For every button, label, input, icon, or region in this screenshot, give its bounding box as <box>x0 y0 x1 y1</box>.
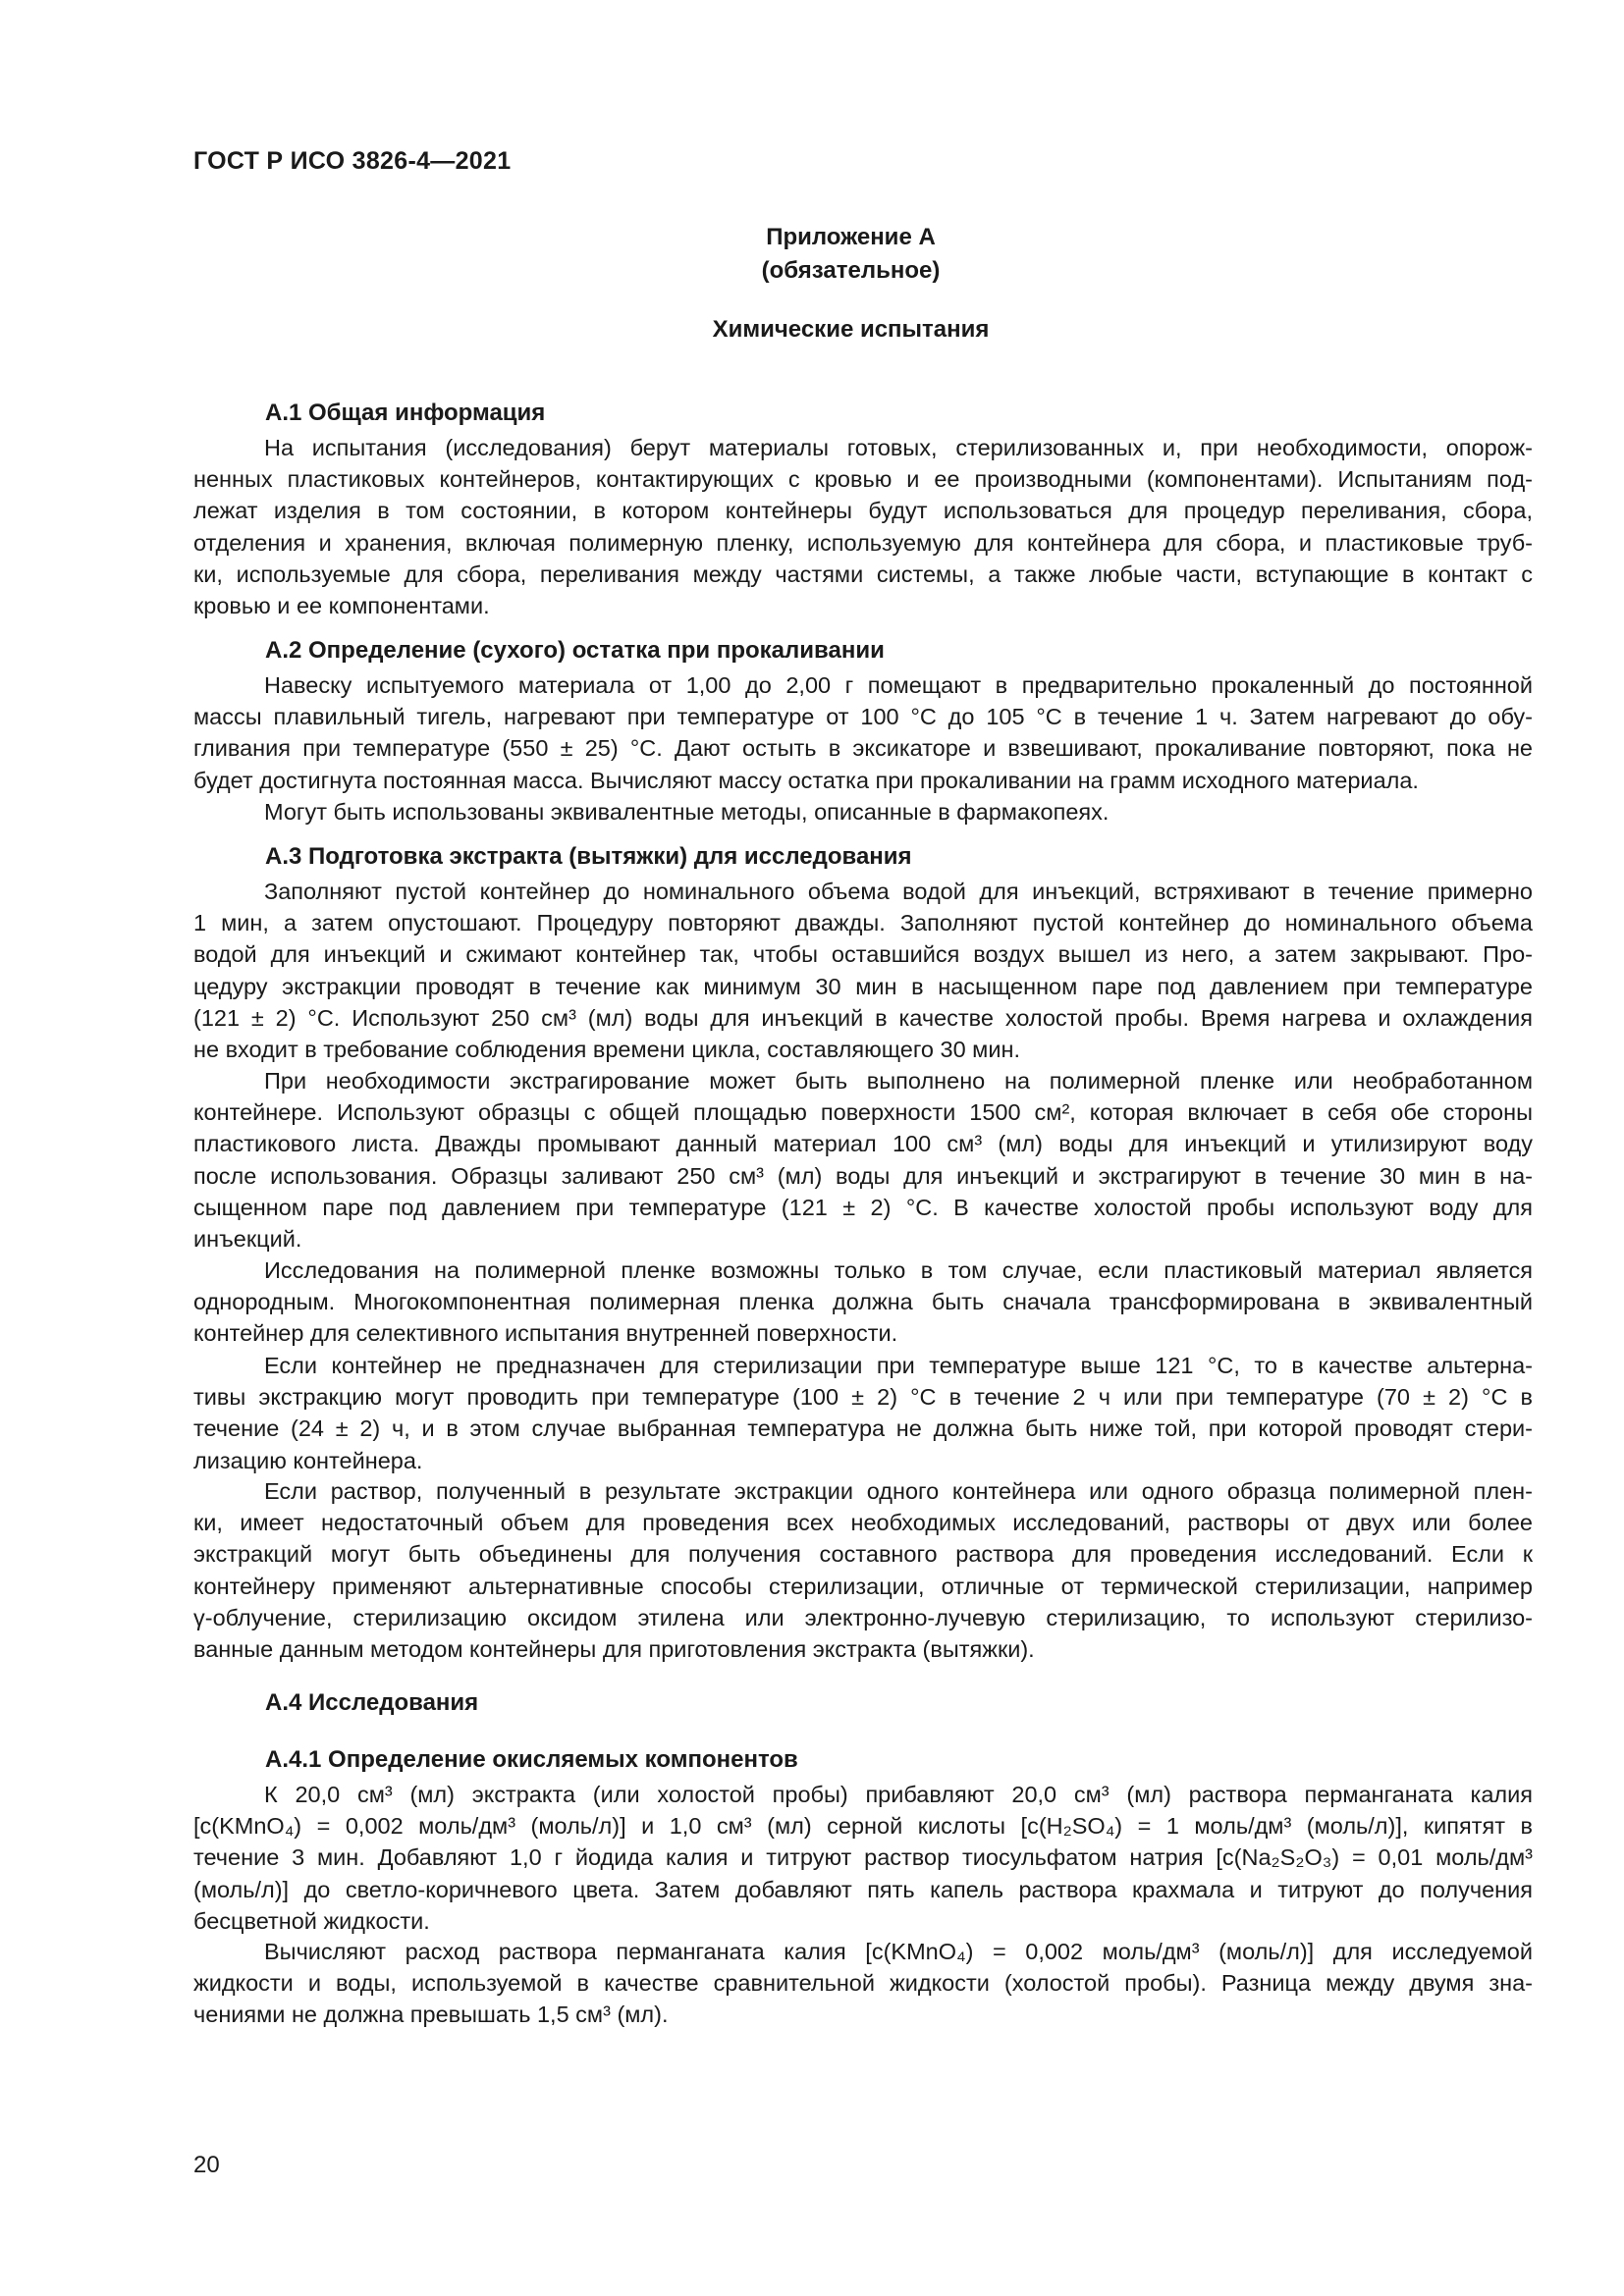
paragraph-line: пластикового листа. Дважды промывают данный материал 100 см³ (мл) воды для инъекций и утилизируют воду <box>193 1131 1533 1157</box>
paragraph <box>193 1350 1533 1476</box>
paragraph-line: сыщенном паре под давлением при температуре (121 ± 2) °С. В качестве холостой пробы используют воду для <box>193 1194 1533 1220</box>
paragraph <box>193 1779 1533 1937</box>
paragraph-line: чениями не должна превышать 1,5 см³ (мл). <box>193 2002 669 2028</box>
paragraph-line: Исследования на полимерной пленке возможны только в том случае, если пластиковый материал является <box>264 1257 1533 1283</box>
paragraph-line: кровью и ее компонентами. <box>193 593 490 619</box>
section-heading-a4: А.4 Исследования <box>265 1689 479 1716</box>
paragraph-line: Могут быть использованы эквивалентные методы, описанные в фармакопеях. <box>264 799 1110 825</box>
paragraph <box>193 432 1533 621</box>
paragraph-line: гливания при температуре (550 ± 25) °С. Дают остыть в эксикаторе и взвешивают, прокаливание повторяют, пока не <box>193 735 1533 762</box>
paragraph-line: Навеску испытуемого материала от 1,00 до 2,00 г помещают в предварительно прокаленный до постоянной <box>264 672 1533 698</box>
paragraph-line: после использования. Образцы заливают 250 см³ (мл) воды для инъекций и экстрагируют в течение 30 мин в на- <box>193 1162 1533 1189</box>
paragraph-line: На испытания (исследования) берут материалы готовых, стерилизованных и, при необходимости, опорож- <box>264 435 1533 460</box>
page-number: 20 <box>193 2152 220 2178</box>
paragraph-line: тивы экстракцию могут проводить при температуре (100 ± 2) °С в течение 2 ч или при температуре (70 ± 2) °С в <box>193 1384 1533 1411</box>
paragraph-line: ки, имеет недостаточный объем для проведения всех необходимых исследований, растворы от двух или более <box>193 1510 1533 1536</box>
paragraph-line: (121 ± 2) °С. Используют 250 см³ (мл) воды для инъекций в качестве холостой пробы. Время нагрева и охлаждения <box>193 1004 1533 1031</box>
paragraph-line: 1 мин, а затем опустошают. Процедуру повторяют дважды. Заполняют пустой контейнер до номинального объема <box>193 910 1533 936</box>
section-heading-a2: А.2 Определение (сухого) остатка при прокаливании <box>265 637 885 664</box>
annex-status: (обязательное) <box>761 257 941 284</box>
paragraph <box>193 1255 1533 1350</box>
paragraph-line: контейнеру применяют альтернативные способы стерилизации, отличные от термической стерилизации, например <box>193 1573 1533 1599</box>
annex-title: Химические испытания <box>712 316 990 343</box>
paragraph-line: Вычисляют расход раствора перманганата калия [c(KMnO₄) = 0,002 моль/дм³ (моль/л)] для исследуемой <box>264 1939 1533 1964</box>
paragraph-line: ненных пластиковых контейнеров, контактирующих с кровью и ее производными (компонентами). Испытаниям под- <box>193 466 1533 493</box>
paragraph-line: отделения и хранения, включая полимерную пленку, используемую для контейнера для сбора, и пластиковые труб- <box>193 529 1533 556</box>
paragraph-line: [c(KMnO₄) = 0,002 моль/дм³ (моль/л)] и 1,0 см³ (мл) серной кислоты [c(H₂SO₄) = 1 моль/дм³ (моль/л)], кипятят в <box>193 1813 1533 1840</box>
paragraph-line: контейнер для селективного испытания внутренней поверхности. <box>193 1320 898 1347</box>
paragraph-line: При необходимости экстрагирование может быть выполнено на полимерной пленке или необработанном <box>264 1068 1533 1094</box>
paragraph <box>193 1065 1533 1255</box>
paragraph-line: контейнере. Используют образцы с общей площадью поверхности 1500 см², которая включает в себя обе стороны <box>193 1099 1533 1126</box>
paragraph-line: (моль/л)] до светло-коричневого цвета. Затем добавляют пять капель раствора крахмала и титруют до получения <box>193 1876 1533 1902</box>
paragraph-line: Заполняют пустой контейнер до номинального объема водой для инъекций, встряхивают в течение примерно <box>264 879 1533 904</box>
document-code: ГОСТ Р ИСО 3826-4—2021 <box>193 147 512 175</box>
paragraph <box>193 876 1533 1065</box>
paragraph-line: экстракций могут быть объединены для получения составного раствора для проведения исследований. Если к <box>193 1541 1533 1568</box>
paragraph-line: ки, используемые для сбора, переливания между частями системы, а также любые части, вступающие в контакт с <box>193 561 1533 587</box>
paragraph-line: ванные данным методом контейнеры для приготовления экстракта (вытяжки). <box>193 1636 1035 1663</box>
paragraph <box>193 1936 1533 2031</box>
paragraph <box>193 796 1533 828</box>
paragraph-line: инъекций. <box>193 1226 302 1253</box>
paragraph-line: лежат изделия в том состоянии, в котором контейнеры будут использоваться для процедур переливания, сбора, <box>193 498 1533 524</box>
annex-label: Приложение А <box>766 224 936 250</box>
paragraph-line: однородным. Многокомпонентная полимерная пленка должна быть сначала трансформирована в эквивалентный <box>193 1289 1533 1315</box>
paragraph <box>193 669 1533 796</box>
section-heading-a41: А.4.1 Определение окисляемых компонентов <box>265 1746 798 1773</box>
paragraph-line: Если раствор, полученный в результате экстракции одного контейнера или одного образца полимерной плен- <box>264 1478 1533 1504</box>
paragraph-line: Если контейнер не предназначен для стерилизации при температуре выше 121 °С, то в качестве альтерна- <box>264 1353 1533 1378</box>
paragraph-line: будет достигнута постоянная масса. Вычисляют массу остатка при прокаливании на грамм исходного материала. <box>193 767 1419 793</box>
paragraph <box>193 1475 1533 1665</box>
paragraph-line: жидкости и воды, используемой в качестве сравнительной жидкости (холостой пробы). Разница между двумя зна- <box>193 1970 1533 1997</box>
section-heading-a1: А.1 Общая информация <box>265 400 546 426</box>
paragraph-line: не входит в требование соблюдения времени цикла, составляющего 30 мин. <box>193 1037 1020 1063</box>
paragraph-line: водой для инъекций и сжимают контейнер так, чтобы оставшийся воздух вышел из него, а затем закрывают. Про- <box>193 941 1533 968</box>
paragraph-line: течение 3 мин. Добавляют 1,0 г йодида калия и титруют раствор тиосульфатом натрия [c(Na₂S₂O₃) = 0,01 моль/дм³ <box>193 1844 1533 1871</box>
paragraph-line: массы плавильный тигель, нагревают при температуре от 100 °С до 105 °С в течение 1 ч. Затем нагревают до обу- <box>193 704 1533 730</box>
paragraph-line: γ-облучение, стерилизацию оксидом этилена или электронно-лучевую стерилизацию, то используют стерилизо- <box>193 1604 1533 1630</box>
paragraph-line: течение (24 ± 2) ч, и в этом случае выбранная температура не должна быть ниже той, при которой проводят стери- <box>193 1415 1533 1442</box>
section-heading-a3: А.3 Подготовка экстракта (вытяжки) для исследования <box>265 843 912 870</box>
paragraph-line: цедуру экстракции проводят в течение как минимум 30 мин в насыщенном паре под давлением при температуре <box>193 973 1533 999</box>
paragraph-line: К 20,0 см³ (мл) экстракта (или холостой пробы) прибавляют 20,0 см³ (мл) раствора перманганата калия <box>264 1782 1533 1807</box>
paragraph-line: бесцветной жидкости. <box>193 1907 430 1934</box>
paragraph-line: лизацию контейнера. <box>193 1447 423 1473</box>
